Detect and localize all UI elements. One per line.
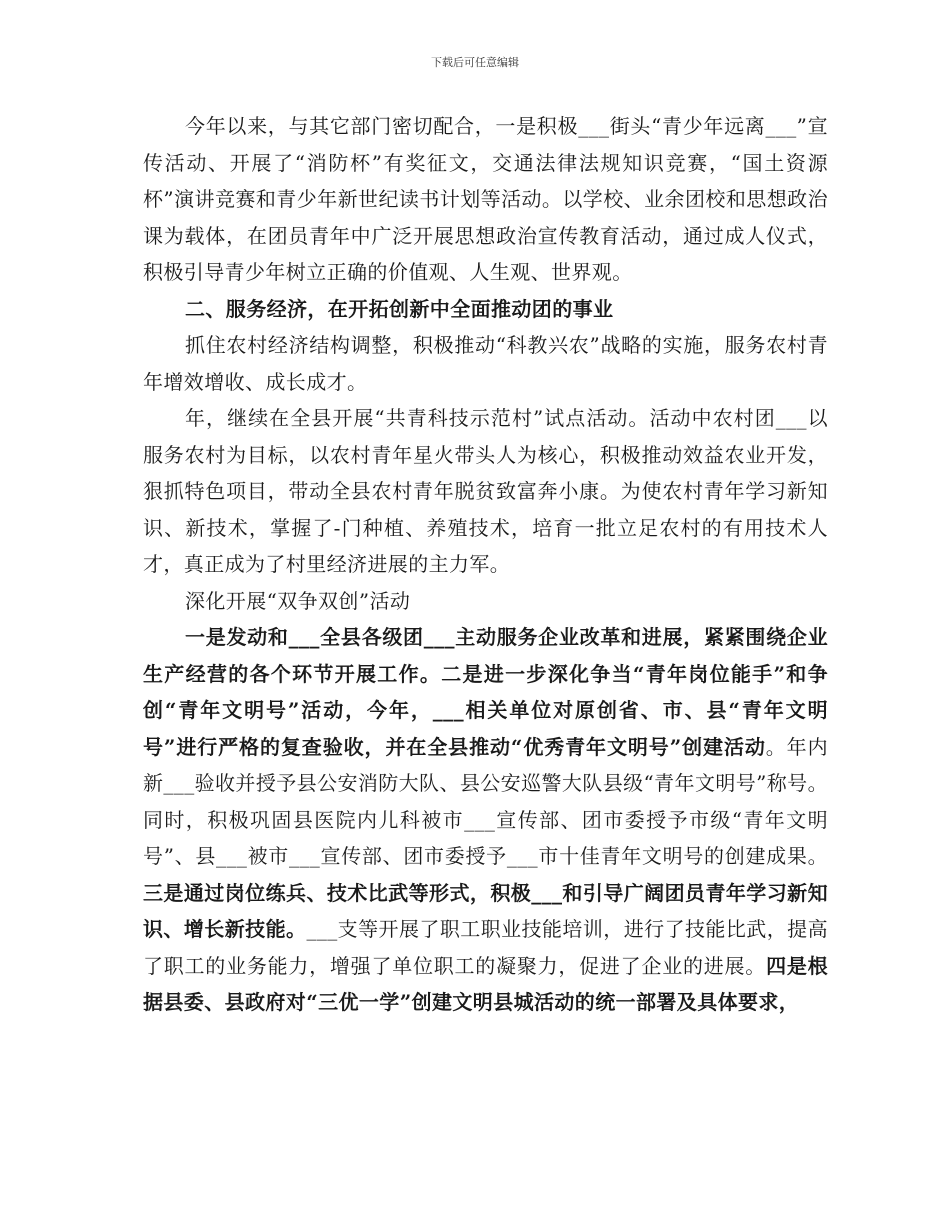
- text-segment: 。年内新___验收并授予县公安消防大队、县公安巡警大队县级“青年文明号”称号。同时，积极巩固县医院内儿科被市___宣传部、团市委授予市级“青年文明号”、县___被市___宣传部、团市委授予___市十佳青年文明号的创建成果。: [143, 734, 828, 868]
- section-heading-service-economy: 二、服务经济，在开拓创新中全面推动团的事业: [185, 296, 614, 321]
- paragraph-double-campaign-title: 深化开展“双争双创”活动: [185, 588, 411, 613]
- paragraph-enterprise-service: [143, 619, 828, 1021]
- text-segment-bold: 四是根据县委、县政府对“三优一学”创建文明县城活动的统一部署及具体要求，: [143, 953, 828, 1014]
- text-segment-bold: 三是通过岗位练兵、技术比武等形式，积极___和引导广阔团员青年学习新知识、增长新技能。: [143, 880, 828, 941]
- text-segment-bold: 一是发动和___全县各级团___主动服务企业改革和进展，紧紧围绕企业生产经营的各个环节开展工作。二是进一步深化争当“青年岗位能手”和争创“青年文明号”活动，今年，___相关单位对原创省、市、县“青年文明号”进行严格的复查验收，并在全县推动“优秀青年文明号”创建活动: [143, 625, 828, 759]
- page-header: 下载后可任意编辑: [431, 56, 519, 69]
- paragraph-tech-village: 年，继续在全县开展“共青科技示范村”试点活动。活动中农村团___以服务农村为目标，以农村青年星火带头人为核心，积极推动效益农业开发，狠抓特色项目，带动全县农村青年脱贫致富奔小康。为使农村青年学习新知识、新技术，掌握了-门种植、养殖技术，培育一批立足农村的有用技术人才，真正成为了村里经济进展的主力军。: [143, 406, 828, 576]
- paragraph-youth-activities: 今年以来，与其它部门密切配合，一是积极___街头“青少年远离___”宣传活动、开展了“消防杯”有奖征文，交通法律法规知识竞赛，“国土资源杯”演讲竞赛和青少年新世纪读书计划等活动。以学校、业余团校和思想政治课为载体，在团员青年中广泛开展思想政治宣传教育活动，通过成人仪式，积极引导青少年树立正确的价值观、人生观、世界观。: [143, 114, 828, 284]
- paragraph-rural-economy: 抓住农村经济结构调整，积极推动“科教兴农”战略的实施，服务农村青年增效增收、成长成才。: [143, 333, 828, 394]
- text-segment: ___支等开展了职工职业技能培训，进行了技能比武，提高了职工的业务能力，增强了单位职工的凝聚力，促进了企业的进展。: [143, 917, 828, 978]
- document-body: [143, 108, 828, 1021]
